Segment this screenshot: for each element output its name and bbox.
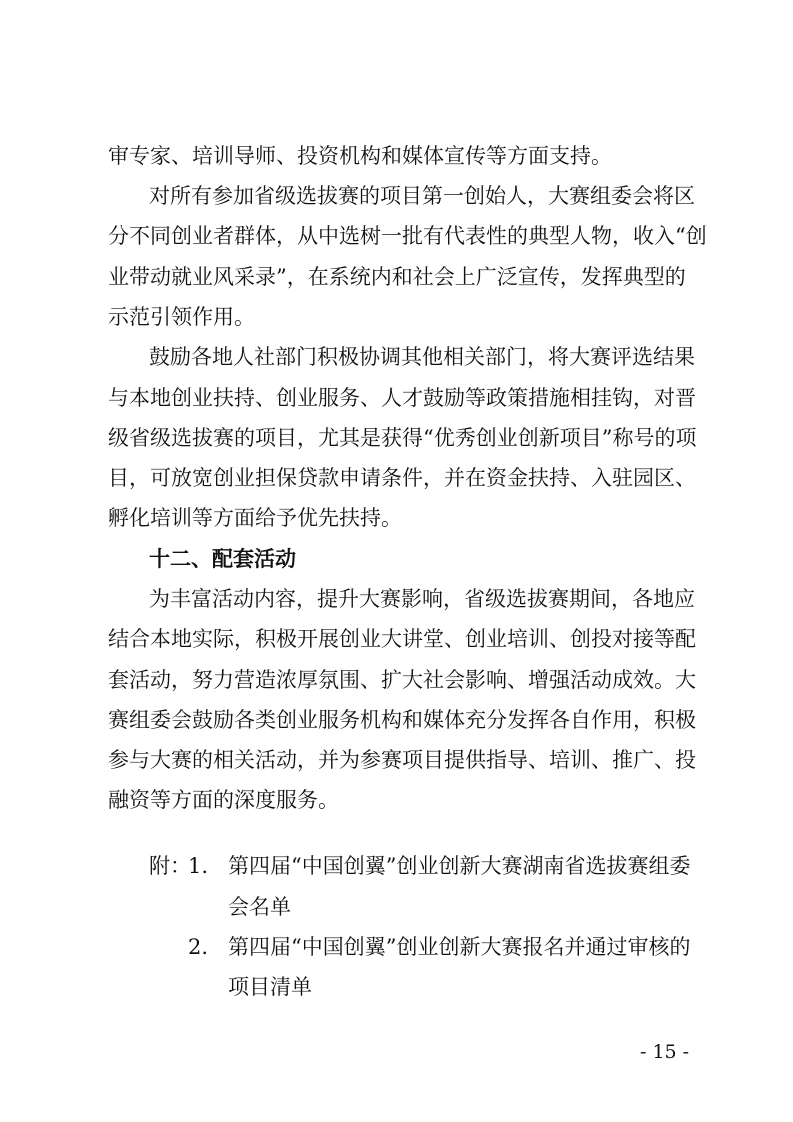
attachment-title-line: 第四届“中国创翼”创业创新大赛报名并通过审核的	[228, 935, 691, 959]
attachment-number: 1.	[188, 854, 209, 878]
attachment-title-line: 会名单	[228, 895, 291, 919]
text-line: 套活动，努力营造浓厚氛围、扩大社会影响、增强活动成效。大	[108, 668, 696, 692]
attachment-number: 2.	[188, 935, 209, 959]
text-line: 级省级选拔赛的项目，尤其是获得“优秀创业创新项目”称号的项	[108, 426, 697, 450]
attachment-title-line: 第四届“中国创翼”创业创新大赛湖南省选拔赛组委	[228, 854, 691, 878]
text-line: 目，可放宽创业担保贷款申请条件，并在资金扶持、入驻园区、	[108, 466, 696, 490]
text-line: 审专家、培训导师、投资机构和媒体宣传等方面支持。	[108, 144, 612, 168]
text-line: 与本地创业扶持、创业服务、人才鼓励等政策措施相挂钩，对晋	[108, 386, 696, 410]
text-line: 参与大赛的相关活动，并为参赛项目提供指导、培训、推广、投	[108, 748, 696, 772]
attachment-title-line: 项目清单	[228, 975, 312, 999]
text-line: 分不同创业者群体，从中选树一批有代表性的典型人物，收入“创	[108, 224, 707, 248]
text-line: 结合本地实际，积极开展创业大讲堂、创业培训、创投对接等配	[108, 627, 696, 651]
text-line: 对所有参加省级选拔赛的项目第一创始人，大赛组委会将区	[149, 184, 695, 208]
page-number: - 15 -	[640, 1041, 690, 1063]
text-line: 融资等方面的深度服务。	[108, 788, 339, 812]
text-line: 为丰富活动内容，提升大赛影响，省级选拔赛期间，各地应	[149, 587, 695, 611]
section-heading: 十二、配套活动	[149, 547, 296, 571]
text-line: 鼓励各地人社部门积极协调其他相关部门，将大赛评选结果	[149, 345, 695, 369]
text-line: 示范引领作用。	[108, 305, 255, 329]
text-line: 孵化培训等方面给予优先扶持。	[108, 506, 402, 530]
text-line: 赛组委会鼓励各类创业服务机构和媒体充分发挥各自作用，积极	[108, 708, 696, 732]
attachments-label: 附：	[149, 854, 191, 878]
text-line: 业带动就业风采录”，在系统内和社会上广泛宣传，发挥典型的	[108, 265, 686, 289]
